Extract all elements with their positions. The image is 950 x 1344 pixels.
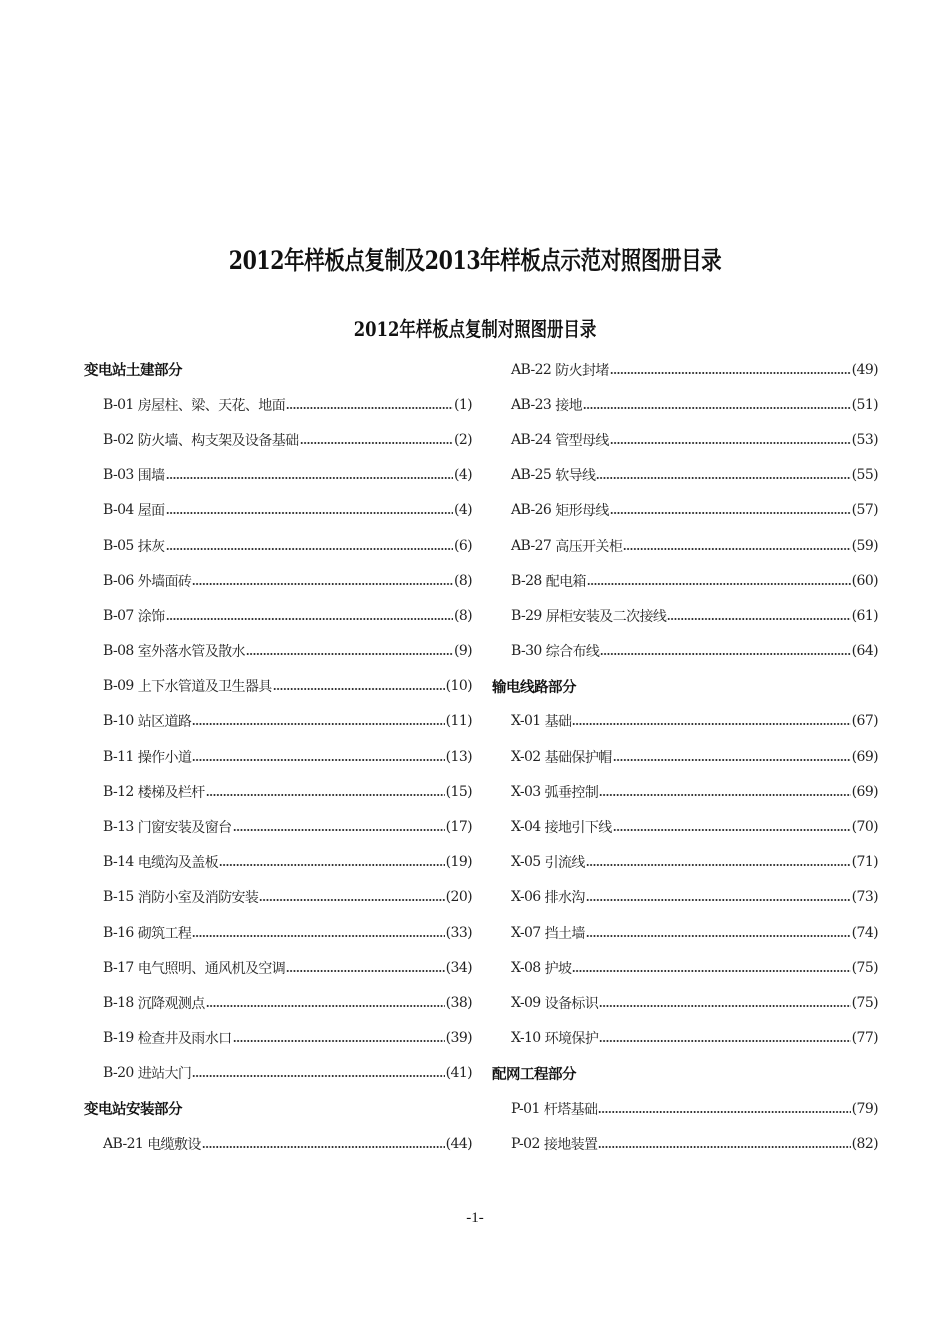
toc-left-column [84, 352, 472, 1161]
dot-leader [583, 398, 851, 412]
toc-entry-code: AB-21 [103, 1135, 144, 1152]
toc-entry-page: (17) [445, 819, 472, 836]
toc-entry-code: X-07 [511, 924, 541, 941]
toc-entry-code: B-05 [103, 537, 134, 554]
toc-entry-code: AB-27 [511, 537, 552, 554]
toc-entry-page: (8) [453, 572, 472, 589]
toc-entry[interactable] [84, 1021, 472, 1056]
dot-leader [610, 363, 851, 377]
toc-entry[interactable] [84, 634, 472, 669]
toc-entry-page: (75) [851, 959, 878, 976]
dot-leader [192, 714, 444, 728]
toc-entry[interactable] [84, 528, 472, 563]
toc-entry-code: X-06 [511, 889, 541, 906]
toc-entry[interactable] [492, 563, 878, 598]
toc-entry-page: (53) [851, 431, 878, 448]
dot-leader [613, 820, 851, 834]
dot-leader [596, 468, 850, 482]
toc-entry-code: B-29 [511, 607, 542, 624]
toc-entry-page: (8) [453, 607, 472, 624]
toc-entry-title: 楼梯及栏杆 [137, 784, 205, 801]
toc-entry-code: B-04 [103, 502, 134, 519]
toc-entry-page: (61) [851, 607, 878, 624]
toc-entry-code: X-10 [511, 1030, 541, 1047]
toc-entry-code: B-08 [103, 643, 134, 660]
toc-entry-title: 电缆敷设 [147, 1136, 201, 1153]
toc-entry-code: P-02 [511, 1135, 540, 1152]
toc-entry-page: (71) [851, 854, 878, 871]
toc-entry-title: 矩形母线 [555, 503, 609, 520]
toc-entry-title: 砌筑工程 [137, 925, 192, 942]
toc-entry-title: 接地装置 [543, 1136, 598, 1153]
dot-leader [599, 785, 850, 799]
toc-entry-title: 设备标识 [544, 995, 599, 1012]
toc-entry[interactable] [84, 809, 472, 844]
toc-entry-title: 站区道路 [137, 714, 192, 731]
toc-entry-code: X-03 [511, 783, 541, 800]
toc-entry-title: 上下水管道及卫生器具 [137, 679, 272, 696]
toc-entry-page: (74) [851, 924, 878, 941]
toc-entry-page: (4) [453, 467, 472, 484]
toc-entry-code: B-01 [103, 396, 134, 413]
toc-entry[interactable] [492, 352, 878, 387]
toc-entry-code: B-17 [103, 959, 134, 976]
toc-entry-page: (15) [445, 783, 472, 800]
toc-entry-title: 检查井及雨水口 [137, 1031, 232, 1048]
dot-leader [623, 539, 850, 553]
toc-entry-code: B-06 [103, 572, 134, 589]
toc-entry[interactable] [492, 739, 878, 774]
dot-leader [192, 750, 444, 764]
toc-entry[interactable] [84, 704, 472, 739]
toc-entry-title: 屋面 [137, 503, 165, 520]
toc-entry-code: X-09 [511, 994, 541, 1011]
toc-entry[interactable] [84, 1056, 472, 1091]
toc-entry-code: AB-25 [511, 467, 552, 484]
toc-entry-title: 操作小道 [137, 749, 192, 766]
toc-entry[interactable] [84, 774, 472, 809]
toc-entry-page: (44) [445, 1135, 472, 1152]
toc-entry-code: X-02 [511, 748, 541, 765]
dot-leader [667, 609, 850, 623]
toc-entry-title: 引流线 [544, 855, 585, 872]
dot-leader [202, 1137, 445, 1151]
toc-entry-title: 沉降观测点 [137, 995, 205, 1012]
toc-entry-page: (39) [445, 1030, 472, 1047]
dot-leader [166, 609, 453, 623]
toc-entry-code: X-08 [511, 959, 541, 976]
toc-entry-title: 防火墙、构支架及设备基础 [137, 432, 299, 449]
toc-entry-title: 涂饰 [137, 608, 165, 625]
dot-leader [599, 996, 850, 1010]
toc-entry-code: B-11 [103, 748, 134, 765]
toc-entry-title: 围墙 [137, 468, 165, 485]
toc-entry[interactable] [492, 598, 878, 633]
toc-entry-page: (64) [851, 643, 878, 660]
toc-entry-page: (10) [445, 678, 472, 695]
dot-leader [300, 433, 453, 447]
dot-leader [233, 1031, 445, 1045]
dot-leader [572, 714, 850, 728]
toc-entry[interactable] [492, 493, 878, 528]
toc-entry-page: (77) [851, 1030, 878, 1047]
toc-entry-title: 抹灰 [137, 538, 165, 555]
dot-leader [600, 644, 850, 658]
dot-leader [166, 468, 453, 482]
toc-entry-title: 弧垂控制 [544, 784, 599, 801]
toc-entry-page: (82) [851, 1135, 878, 1152]
toc-entry-title: 电气照明、通风机及空调 [137, 960, 286, 977]
toc-entry[interactable] [492, 809, 878, 844]
toc-entry-title: 进站大门 [137, 1066, 192, 1083]
toc-entry-page: (19) [445, 854, 472, 871]
dot-leader [233, 820, 445, 834]
dot-leader [586, 890, 851, 904]
toc-entry-title: 护坡 [544, 960, 572, 977]
toc-entry-title: 软导线 [555, 468, 596, 485]
toc-entry-page: (75) [851, 994, 878, 1011]
toc-entry-code: AB-23 [511, 396, 552, 413]
dot-leader [273, 679, 445, 693]
toc-entry-page: (4) [453, 502, 472, 519]
toc-entry-title: 配电箱 [545, 573, 586, 590]
toc-entry-page: (34) [445, 959, 472, 976]
toc-entry-title: 防火封堵 [555, 362, 609, 379]
toc-entry[interactable] [492, 387, 878, 422]
toc-entry-page: (51) [851, 396, 878, 413]
toc-entry-page: (57) [851, 502, 878, 519]
toc-entry[interactable] [84, 458, 472, 493]
toc-entry-title: 接地引下线 [544, 820, 612, 837]
dot-leader [587, 574, 851, 588]
toc-entry[interactable] [492, 845, 878, 880]
toc-entry-page: (6) [453, 537, 472, 554]
toc-entry-title: 杆塔基础 [543, 1101, 598, 1118]
toc-entry-page: (73) [851, 889, 878, 906]
dot-leader [206, 785, 445, 799]
toc-entry-code: X-05 [511, 854, 541, 871]
toc-entry-code: B-20 [103, 1065, 134, 1082]
toc-entry[interactable] [84, 422, 472, 457]
toc-entry-page: (13) [445, 748, 472, 765]
toc-entry-title: 综合布线 [545, 644, 600, 661]
toc-entry-code: P-01 [511, 1100, 540, 1117]
dot-leader [286, 961, 445, 975]
toc-entry-page: (1) [453, 396, 472, 413]
toc-entry[interactable] [492, 458, 878, 493]
toc-entry-code: B-02 [103, 431, 134, 448]
toc-entry-title: 房屋柱、梁、天花、地面 [137, 397, 286, 414]
toc-entry-page: (11) [445, 713, 472, 730]
toc-entry[interactable] [492, 422, 878, 457]
dot-leader [219, 855, 445, 869]
toc-entry-code: B-10 [103, 713, 134, 730]
dot-leader [259, 890, 444, 904]
toc-entry-title: 屏柜安装及二次接线 [545, 608, 667, 625]
dot-leader [286, 398, 453, 412]
toc-entry[interactable] [84, 493, 472, 528]
document-subtitle: 2012年样板点复制对照图册目录 [353, 316, 597, 341]
toc-entry[interactable] [492, 634, 878, 669]
toc-entry-page: (41) [445, 1065, 472, 1082]
toc-entry[interactable] [84, 915, 472, 950]
toc-entry-page: (33) [445, 924, 472, 941]
toc-entry-code: B-16 [103, 924, 134, 941]
toc-section-heading: 变电站土建部分 [84, 363, 182, 380]
toc-entry-title: 基础保护帽 [544, 749, 612, 766]
toc-section-heading: 输电线路部分 [492, 679, 576, 696]
toc-entry[interactable] [84, 985, 472, 1020]
toc-entry-page: (69) [851, 748, 878, 765]
toc-entry-page: (60) [851, 572, 878, 589]
toc-entry-title: 高压开关柜 [555, 538, 623, 555]
toc-entry[interactable] [492, 985, 878, 1020]
toc-entry-code: B-13 [103, 819, 134, 836]
toc-entry[interactable] [84, 845, 472, 880]
toc-entry-title: 环境保护 [544, 1031, 599, 1048]
toc-entry-code: AB-26 [511, 502, 552, 519]
toc-entry-title: 消防小室及消防安装 [137, 890, 259, 907]
dot-leader [572, 961, 850, 975]
toc-entry-code: X-04 [511, 819, 541, 836]
toc-entry[interactable] [492, 1091, 878, 1126]
dot-leader [613, 750, 851, 764]
dot-leader [586, 855, 851, 869]
toc-entry[interactable] [492, 774, 878, 809]
toc-entry[interactable] [84, 387, 472, 422]
toc-entry[interactable] [492, 950, 878, 985]
toc-entry-title: 门窗安装及窗台 [137, 820, 232, 837]
toc-entry-code: B-19 [103, 1030, 134, 1047]
toc-entry-code: B-14 [103, 854, 134, 871]
dot-leader [192, 574, 453, 588]
toc-entry[interactable] [84, 950, 472, 985]
toc-entry[interactable] [492, 528, 878, 563]
toc-section-heading: 变电站安装部分 [84, 1102, 182, 1119]
toc-entry[interactable] [492, 880, 878, 915]
toc-entry[interactable] [84, 598, 472, 633]
toc-entry-code: B-15 [103, 889, 134, 906]
toc-entry-page: (9) [453, 643, 472, 660]
toc-entry-title: 电缆沟及盖板 [137, 855, 219, 872]
toc-entry-page: (55) [851, 467, 878, 484]
toc-section-heading: 配网工程部分 [492, 1066, 576, 1083]
toc-entry-title: 接地 [555, 397, 583, 414]
toc-entry[interactable] [492, 1021, 878, 1056]
dot-leader [192, 926, 444, 940]
dot-leader [206, 996, 445, 1010]
toc-entry-page: (38) [445, 994, 472, 1011]
dot-leader [599, 1031, 850, 1045]
toc-entry-page: (2) [453, 431, 472, 448]
toc-entry-code: B-28 [511, 572, 542, 589]
toc-entry[interactable] [84, 739, 472, 774]
toc-entry-title: 基础 [544, 714, 572, 731]
toc-entry-page: (69) [851, 783, 878, 800]
toc-entry-page: (70) [851, 819, 878, 836]
document-title: 2012年样板点复制及2013年样板点示范对照图册目录 [228, 245, 722, 275]
toc-entry[interactable] [84, 1126, 472, 1161]
dot-leader [586, 926, 851, 940]
toc-entry-page: (79) [851, 1100, 878, 1117]
toc-entry-title: 管型母线 [555, 432, 609, 449]
dot-leader [610, 433, 851, 447]
dot-leader [598, 1137, 850, 1151]
toc-entry-code: X-01 [511, 713, 541, 730]
toc-entry-code: B-30 [511, 643, 542, 660]
toc-entry[interactable] [492, 704, 878, 739]
toc-entry-title: 室外落水管及散水 [137, 644, 245, 661]
toc-entry-page: (20) [445, 889, 472, 906]
toc-entry-page: (59) [851, 537, 878, 554]
toc-entry-title: 外墙面砖 [137, 573, 192, 590]
toc-entry-page: (49) [851, 361, 878, 378]
toc-entry-code: B-12 [103, 783, 134, 800]
toc-entry-code: B-03 [103, 467, 134, 484]
toc-entry-code: AB-22 [511, 361, 552, 378]
dot-leader [166, 539, 453, 553]
toc-right-column [492, 352, 878, 1161]
page-number: -1- [466, 1210, 484, 1226]
toc-entry[interactable] [84, 669, 472, 704]
toc-entry-title: 排水沟 [544, 890, 585, 907]
toc-entry-page: (67) [851, 713, 878, 730]
dot-leader [598, 1102, 850, 1116]
toc-entry[interactable] [84, 563, 472, 598]
dot-leader [192, 1066, 444, 1080]
toc-entry-title: 挡土墙 [544, 925, 585, 942]
toc-entry-code: B-09 [103, 678, 134, 695]
dot-leader [610, 503, 851, 517]
toc-entry[interactable] [492, 1126, 878, 1161]
toc-entry[interactable] [84, 880, 472, 915]
dot-leader [246, 644, 453, 658]
toc-entry-code: B-18 [103, 994, 134, 1011]
toc-entry[interactable] [492, 915, 878, 950]
toc-entry-code: AB-24 [511, 431, 552, 448]
toc-entry-code: B-07 [103, 607, 134, 624]
dot-leader [166, 503, 453, 517]
